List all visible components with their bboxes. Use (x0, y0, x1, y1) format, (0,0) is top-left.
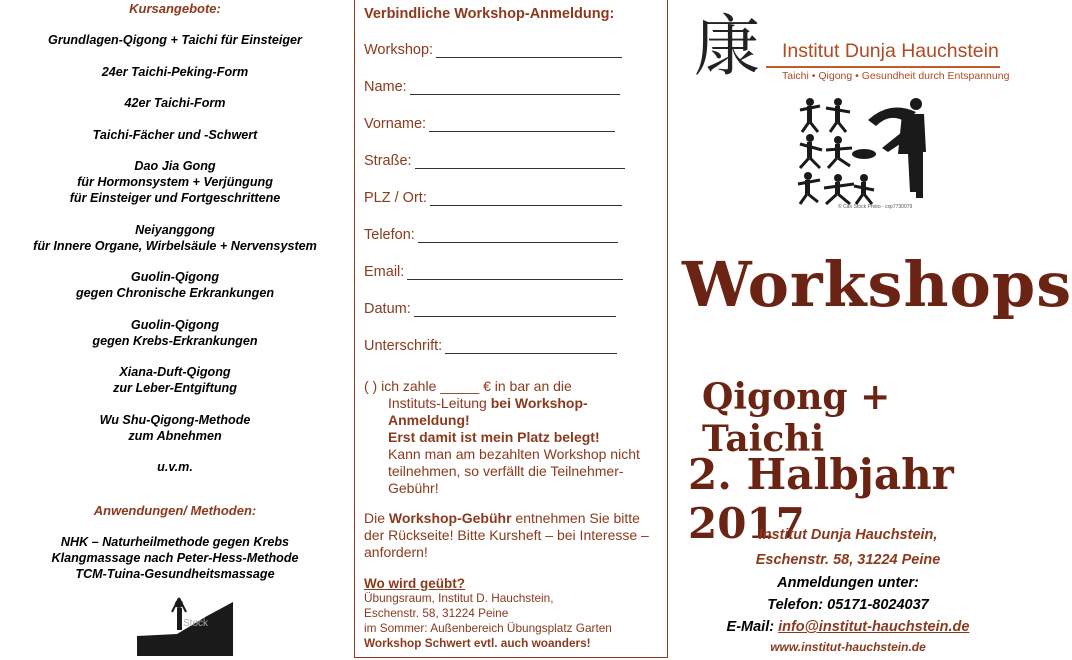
course-item (0, 127, 350, 143)
cover-column (672, 0, 1072, 660)
course-line: Guolin-Qigong (130, 317, 220, 332)
form-field-input-line[interactable] (418, 228, 618, 243)
course-item (0, 364, 350, 396)
taichi-figures-illustration (798, 92, 932, 210)
form-field-input-line[interactable] (429, 117, 615, 132)
location-line: Übungsraum, Institut D. Hauchstein, (364, 591, 554, 605)
email-label: E-Mail: (726, 619, 775, 635)
location-title: Wo wird geübt? (364, 576, 465, 591)
kang-logo-icon: 康 (694, 8, 760, 85)
method-item: Klangmassage nach Peter-Hess-Methode (51, 551, 299, 565)
course-item (0, 412, 350, 444)
form-field-input-line[interactable] (430, 191, 622, 206)
form-field-input-line[interactable] (436, 43, 622, 58)
form-field-label: Vorname: (364, 116, 427, 132)
payment-line-1: ( ) ich zahle _____ € in bar an die (364, 378, 572, 394)
institute-name: Institut Dunja Hauchstein, (758, 527, 938, 543)
course-offers-heading: Kursangebote: (129, 1, 221, 16)
payment-line-2: Instituts-Leitung (388, 395, 491, 411)
form-title: Verbindliche Workshop-Anmeldung: (364, 6, 615, 22)
brand-subtitle: Taichi • Qigong • Gesundheit durch Entspannung (782, 70, 1010, 82)
form-field-label: Email: (364, 264, 405, 280)
form-field-row (364, 338, 617, 354)
methods-list (0, 534, 350, 582)
form-field-input-line[interactable] (414, 302, 616, 317)
form-field-label: Telefon: (364, 227, 415, 243)
period-label: 2. Halbjahr 2017 (688, 450, 954, 548)
course-item (0, 269, 350, 301)
course-offers-column (0, 0, 350, 660)
method-item: NHK – Naturheilmethode gegen Krebs (60, 535, 290, 549)
location-block (364, 576, 664, 651)
form-field-row (364, 79, 620, 95)
title-workshops: Workshops (682, 248, 1072, 321)
course-line: 42er Taichi-Form (124, 96, 226, 110)
course-line: zum Abnehmen (128, 428, 222, 443)
payment-seat-note: Erst damit ist mein Platz belegt! (388, 429, 600, 445)
course-line: 24er Taichi-Peking-Form (101, 64, 249, 79)
form-field-row (364, 264, 623, 280)
form-field-row (364, 153, 625, 169)
brand-title: Institut Dunja Hauchstein (782, 40, 999, 62)
course-line: für Innere Organe, Wirbelsäule + Nervensystem (33, 238, 317, 253)
course-line: Neiyanggong (135, 222, 215, 237)
photo-credit: © Can Stock Photo - csp7730079 (838, 204, 913, 210)
course-line: Wu Shu-Qigong-Methode (99, 412, 251, 427)
form-field-row (364, 301, 616, 317)
payment-forfeit-note: Kann man am bezahlten Workshop nicht teilnehmen, so verfällt die Teilnehmer-Gebühr! (388, 446, 640, 496)
course-item (0, 459, 350, 475)
course-line: für Hormonsystem + Verjüngung (77, 175, 273, 189)
registration-form-panel (354, 0, 668, 658)
course-line: gegen Krebs-Erkrankungen (92, 333, 258, 348)
brand-divider (766, 66, 1000, 68)
registration-label: Anmeldungen unter: (777, 575, 919, 591)
form-field-row (364, 227, 618, 243)
course-line: u.v.m. (157, 460, 193, 474)
phone: Telefon: 05171-8024037 (767, 597, 929, 613)
stock-watermark: Stock (183, 618, 209, 629)
location-note: Workshop Schwert evtl. auch woanders! (364, 636, 591, 650)
form-field-input-line[interactable] (407, 265, 623, 280)
fee-note (364, 510, 660, 561)
subtitle-qigong-taichi: Qigong + Taichi (702, 376, 891, 460)
website-link[interactable]: www.institut-hauchstein.de (770, 640, 926, 654)
course-line: Guolin-Qigong (130, 270, 220, 284)
form-field-label: Unterschrift: (364, 338, 443, 354)
payment-note (364, 378, 660, 497)
form-field-label: PLZ / Ort: (364, 190, 427, 206)
form-field-label: Workshop: (364, 42, 434, 58)
course-item (0, 158, 350, 206)
course-item (0, 317, 350, 349)
email-link[interactable]: info@institut-hauchstein.de (778, 619, 970, 635)
course-list (0, 32, 350, 491)
form-field-input-line[interactable] (445, 339, 617, 354)
course-line: Taichi-Fächer und -Schwert (92, 127, 258, 142)
form-field-input-line[interactable] (410, 80, 620, 95)
method-item: TCM-Tuina-Gesundheitsmassage (75, 567, 275, 581)
form-field-label: Name: (364, 79, 407, 95)
form-field-label: Straße: (364, 153, 412, 169)
tree-pose-silhouette-image (137, 596, 233, 658)
institute-address: Eschenstr. 58, 31224 Peine (755, 552, 941, 568)
form-field-label: Datum: (364, 301, 411, 317)
course-line: Grundlagen-Qigong + Taichi für Einsteiger (48, 33, 302, 47)
location-line: Eschenstr. 58, 31224 Peine (364, 606, 509, 620)
course-line: Dao Jia Gong (134, 159, 216, 173)
payment-registration-emphasis: bei Workshop-Anmeldung! (388, 395, 588, 428)
location-line: im Sommer: Außenbereich Übungsplatz Garten (364, 621, 612, 635)
form-field-input-line[interactable] (415, 154, 625, 169)
fee-emphasis: Workshop-Gebühr (388, 510, 512, 526)
form-field-row (364, 42, 622, 58)
course-line: Xiana-Duft-Qigong (119, 365, 231, 379)
course-item (0, 64, 350, 80)
course-line: zur Leber-Entgiftung (113, 381, 237, 395)
fee-rest: entnehmen Sie bitte der Rückseite! Bitte Kursheft – bei Interesse – anfordern! (364, 510, 649, 560)
fee-prefix: Die (364, 510, 389, 526)
course-item (0, 32, 350, 48)
course-item (0, 222, 350, 254)
email-line (672, 619, 1024, 635)
course-line: für Einsteiger und Fortgeschrittene (69, 191, 281, 205)
course-line: gegen Chronische Erkrankungen (75, 286, 275, 300)
form-field-row (364, 116, 615, 132)
course-item (0, 95, 350, 111)
form-field-row (364, 190, 622, 206)
methods-heading: Anwendungen/ Methoden: (93, 503, 257, 518)
